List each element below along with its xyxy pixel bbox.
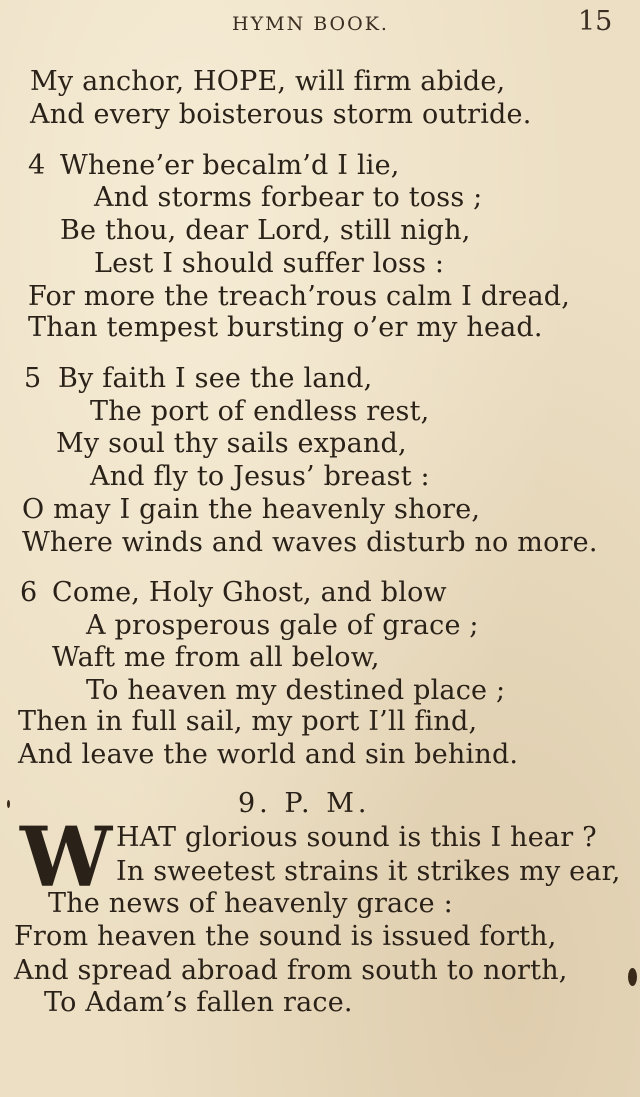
verse-line: And storms forbear to toss ; [94, 182, 483, 213]
verse-line: For more the treach’rous calm I dread, [28, 281, 571, 312]
verse-line: Be thou, dear Lord, still nigh, [60, 215, 471, 246]
verse-line: To heaven my destined place ; [86, 675, 506, 706]
running-header: HYMN BOOK. [232, 13, 389, 35]
stanza-number: 5 [24, 363, 42, 394]
verse-line: A prosperous gale of grace ; [86, 610, 479, 641]
verse-line: Then in full sail, my port I’ll find, [18, 706, 478, 737]
page-number: 15 [578, 6, 613, 37]
verse-line: Than tempest bursting o’er my head. [28, 312, 543, 343]
verse-line: My anchor, HOPE, will firm abide, [30, 66, 506, 97]
verse-line: To Adam’s fallen race. [44, 987, 353, 1018]
verse-line: In sweetest strains it strikes my ear, [116, 856, 621, 887]
stanza-number: 4 [28, 150, 46, 181]
verse-line: Lest I should suffer loss : [94, 248, 445, 279]
verse-line: Where winds and waves disturb no more. [22, 527, 598, 558]
verse-line: By faith I see the land, [58, 363, 373, 394]
verse-line: The port of endless rest, [90, 396, 430, 427]
drop-cap: W [20, 810, 113, 906]
verse-line: O may I gain the heavenly shore, [22, 494, 481, 525]
ink-blot [628, 968, 637, 986]
verse-line: And fly to Jesus’ breast : [90, 461, 430, 492]
hymn-heading: 9. P. M. [238, 788, 371, 819]
verse-line: HAT glorious sound is this I hear ? [116, 822, 597, 853]
verse-line: The news of heavenly grace : [48, 888, 453, 919]
verse-line: From heaven the sound is issued forth, [14, 921, 557, 952]
verse-line: Come, Holy Ghost, and blow [52, 577, 447, 608]
verse-line: Waft me from all below, [52, 642, 380, 673]
verse-line: Whene’er becalm’d I lie, [60, 150, 400, 181]
verse-line: My soul thy sails expand, [56, 428, 407, 459]
verse-line: And leave the world and sin behind. [18, 739, 519, 770]
stanza-number: 6 [20, 577, 38, 608]
ink-speck [7, 800, 10, 808]
verse-line: And every boisterous storm outride. [30, 99, 532, 130]
verse-line: And spread abroad from south to north, [14, 955, 568, 986]
